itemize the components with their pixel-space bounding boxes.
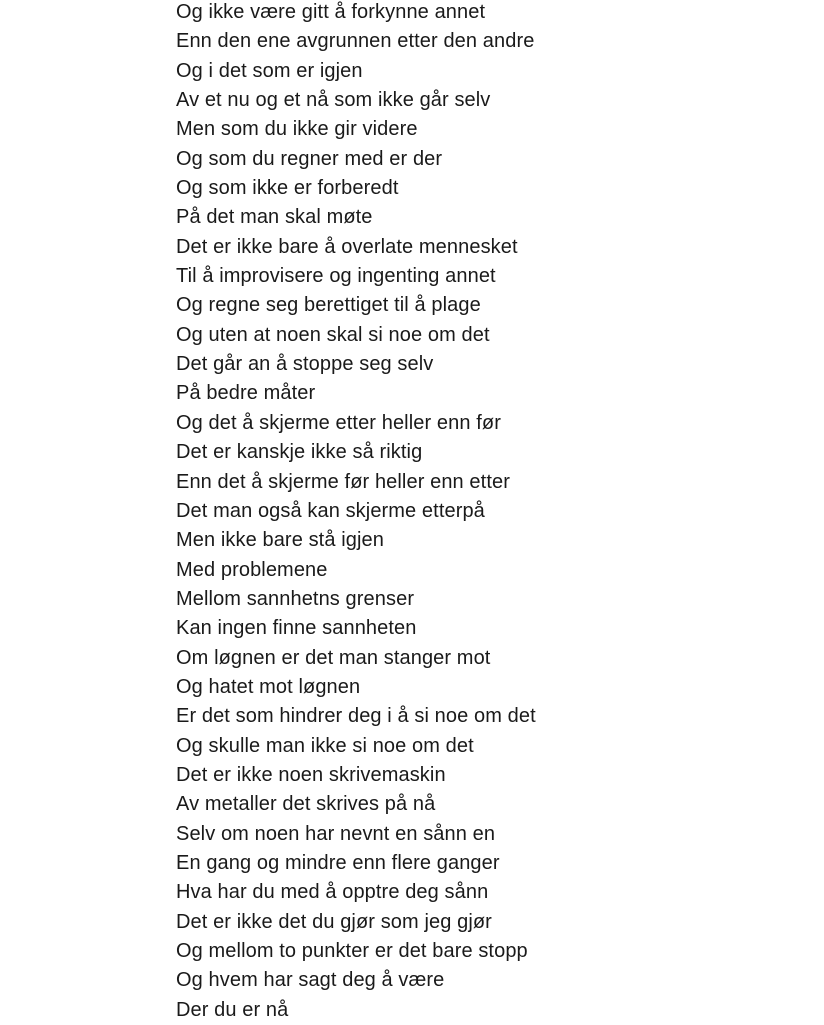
poem-line: Og som ikke er forberedt bbox=[176, 177, 399, 200]
poem-line: Og i det som er igjen bbox=[176, 59, 363, 82]
poem-line: Det man også kan skjerme etterpå bbox=[176, 499, 485, 522]
poem-line: På bedre måter bbox=[176, 382, 316, 405]
poem-line: Det er ikke noen skrivemaskin bbox=[176, 763, 446, 786]
poem-line: Og hatet mot løgnen bbox=[176, 675, 361, 698]
poem-line: Det er ikke det du gjør som jeg gjør bbox=[176, 910, 492, 933]
poem-line: En gang og mindre enn flere ganger bbox=[176, 851, 500, 874]
poem-line: Men ikke bare stå igjen bbox=[176, 529, 384, 552]
poem-line: Der du er nå bbox=[176, 998, 289, 1021]
poem-line: Om løgnen er det man stanger mot bbox=[176, 646, 491, 669]
poem-line: Og som du regner med er der bbox=[176, 147, 443, 170]
poem-line: Og uten at noen skal si noe om det bbox=[176, 323, 490, 346]
poem-line: Og mellom to punkter er det bare stopp bbox=[176, 940, 528, 962]
poem-line: Og skulle man ikke si noe om det bbox=[176, 734, 474, 757]
poem-line: Hva har du med å opptre deg sånn bbox=[176, 881, 489, 904]
poem-line: Og regne seg berettiget til å plage bbox=[176, 294, 481, 317]
poem-line: Av metaller det skrives på nå bbox=[176, 793, 436, 816]
poem-line: Det er kanskje ikke så riktig bbox=[176, 441, 423, 464]
poem-line: På det man skal møte bbox=[176, 206, 373, 229]
poem-line: Til å improvisere og ingenting annet bbox=[176, 265, 496, 288]
poem-line: Mellom sannhetns grenser bbox=[176, 587, 415, 610]
poem-line: Av et nu og et nå som ikke går selv bbox=[176, 89, 491, 112]
poem-line: Og hvem har sagt deg å være bbox=[176, 969, 445, 992]
poem-line: Det går an å stoppe seg selv bbox=[176, 353, 434, 376]
poem-line: Men som du ikke gir videre bbox=[176, 118, 418, 141]
poem-line: Er det som hindrer deg i å si noe om det bbox=[176, 705, 536, 728]
poem-line: Selv om noen har nevnt en sånn en bbox=[176, 822, 496, 845]
poem-line: Enn det å skjerme før heller enn etter bbox=[176, 470, 510, 493]
poem-line: Og det å skjerme etter heller enn før bbox=[176, 411, 501, 434]
poem-line: Det er ikke bare å overlate mennesket bbox=[176, 235, 518, 258]
poem-line: Kan ingen finne sannheten bbox=[176, 617, 417, 640]
poem-line: Og ikke være gitt å forkynne annet bbox=[176, 1, 486, 23]
poem-line: Med problemene bbox=[176, 558, 328, 581]
poem-line: Enn den ene avgrunnen etter den andre bbox=[176, 30, 535, 53]
poem-text bbox=[176, 0, 536, 1025]
